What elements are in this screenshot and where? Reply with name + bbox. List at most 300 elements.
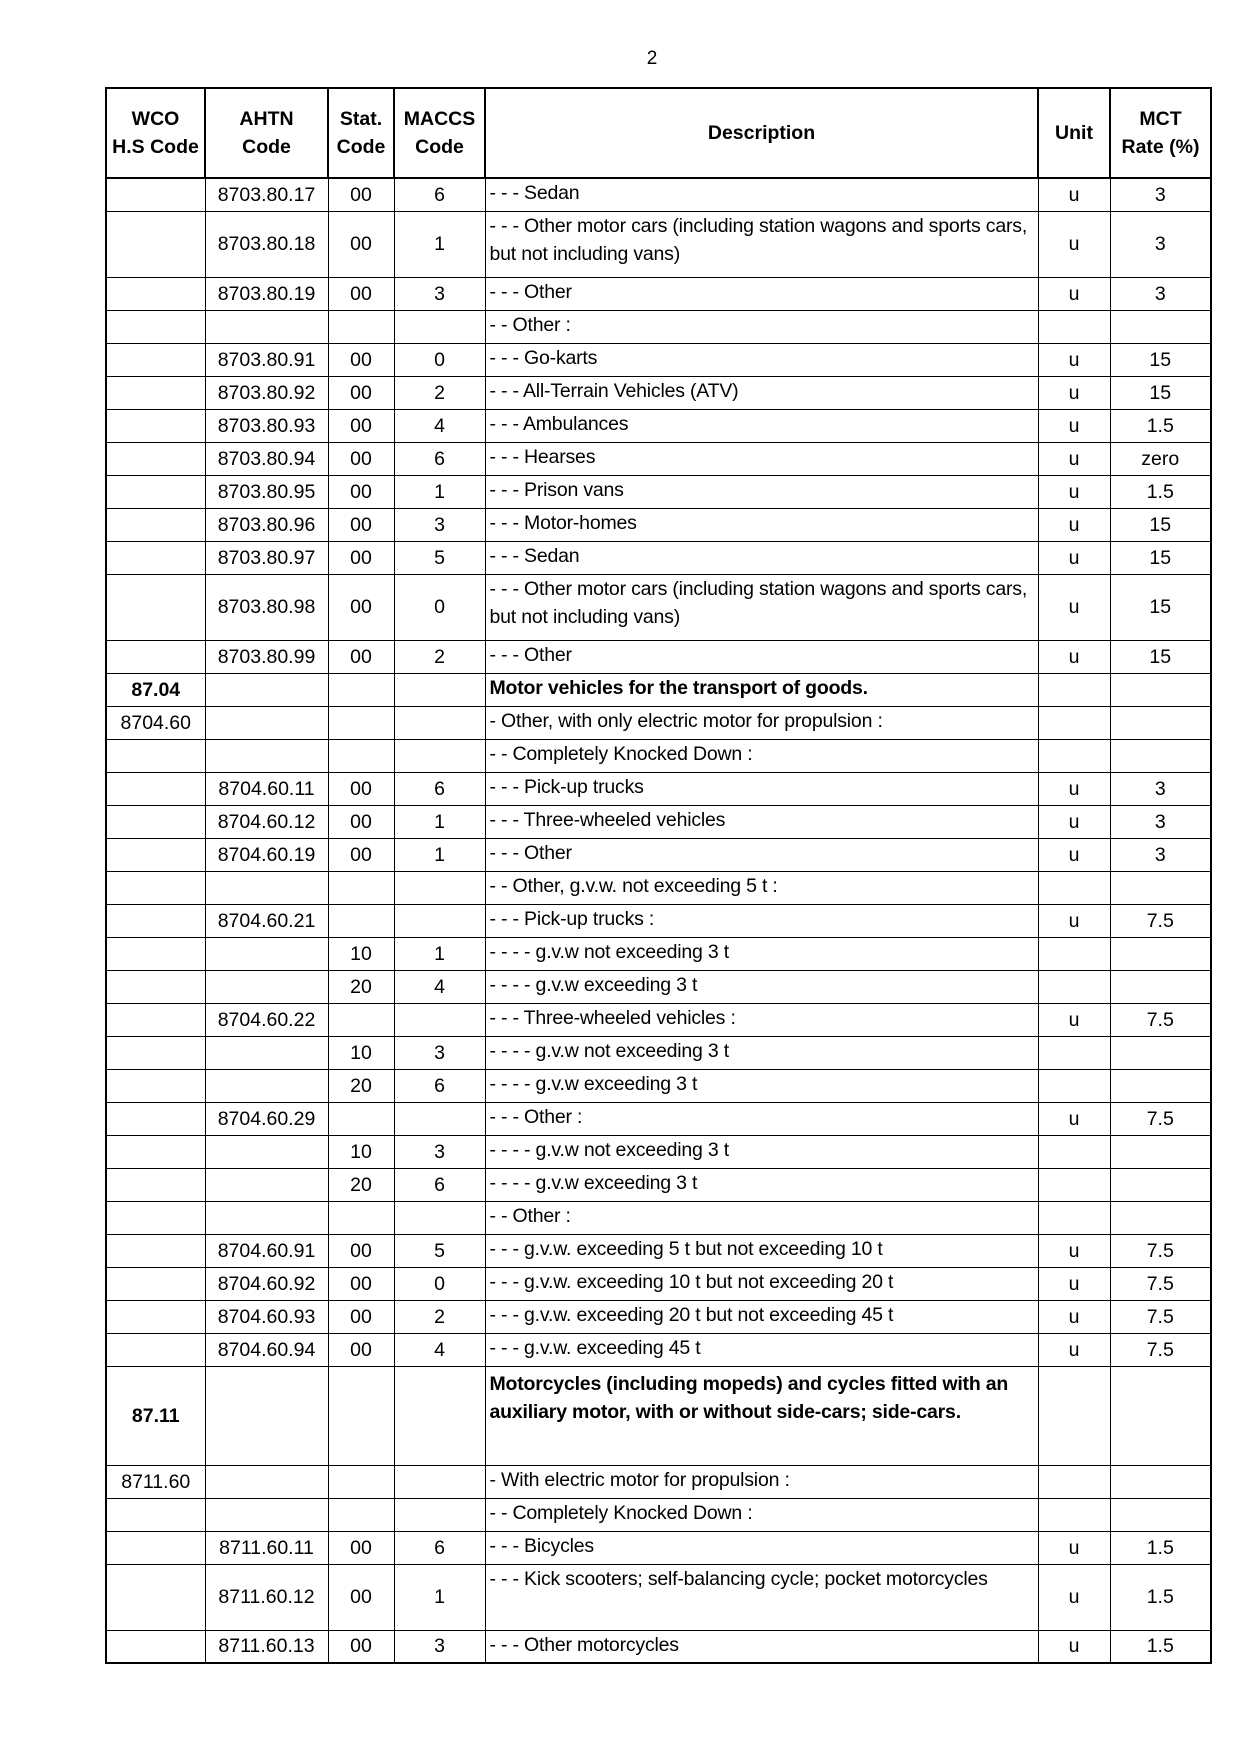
stat-code-cell: 00 [328,508,394,541]
stat-code-cell: 00 [328,442,394,475]
maccs-code-cell: 4 [394,1333,485,1366]
mct-rate-cell: 3 [1110,277,1211,310]
stat-code-cell: 00 [328,1630,394,1663]
ahtn-code-cell [205,1036,328,1069]
table-row [106,277,1211,310]
unit-cell: u [1038,277,1110,310]
ahtn-code-cell: 8704.60.91 [205,1234,328,1267]
unit-cell [1038,1498,1110,1531]
maccs-code-cell [394,310,485,343]
description-cell: - - - - g.v.w exceeding 3 t [485,1069,1038,1102]
description-cell: - - - Bicycles [485,1531,1038,1564]
description-cell: - - - Other motor cars (including station wagons and sports cars, but not including vans) [485,211,1038,277]
ahtn-code-cell [205,1069,328,1102]
header-stat-code: Stat. Code [328,88,394,178]
stat-code-cell: 20 [328,1069,394,1102]
wco-hs-code-cell [106,277,205,310]
description-cell: - - - g.v.w. exceeding 45 t [485,1333,1038,1366]
wco-hs-code-cell [106,1069,205,1102]
stat-code-cell [328,1102,394,1135]
header-description: Description [485,88,1038,178]
wco-hs-code-cell [106,1531,205,1564]
maccs-code-cell: 6 [394,772,485,805]
description-cell: - - - Three-wheeled vehicles [485,805,1038,838]
ahtn-code-cell: 8704.60.93 [205,1300,328,1333]
maccs-code-cell [394,1465,485,1498]
description-cell: - - - Other motorcycles [485,1630,1038,1663]
description-cell: - - - Ambulances [485,409,1038,442]
description-cell: - - - Three-wheeled vehicles : [485,1003,1038,1036]
wco-hs-code-cell [106,1300,205,1333]
maccs-code-cell: 0 [394,574,485,640]
wco-hs-code-cell [106,1498,205,1531]
unit-cell: u [1038,805,1110,838]
tariff-table [105,87,1212,1664]
stat-code-cell: 00 [328,376,394,409]
mct-rate-cell: 1.5 [1110,1564,1211,1630]
mct-rate-cell: 15 [1110,541,1211,574]
ahtn-code-cell [205,1135,328,1168]
stat-code-cell: 00 [328,574,394,640]
mct-rate-cell: 7.5 [1110,1102,1211,1135]
unit-cell: u [1038,1003,1110,1036]
table-row [106,1630,1211,1663]
mct-rate-cell [1110,1465,1211,1498]
table-row [106,937,1211,970]
wco-hs-code-cell [106,1234,205,1267]
table-row [106,1465,1211,1498]
mct-rate-cell: 3 [1110,805,1211,838]
wco-hs-code-cell: 87.04 [106,673,205,706]
unit-cell: u [1038,772,1110,805]
ahtn-code-cell [205,1366,328,1465]
description-cell: - - - g.v.w. exceeding 5 t but not exceeding 10 t [485,1234,1038,1267]
stat-code-cell: 00 [328,211,394,277]
table-row [106,475,1211,508]
unit-cell: u [1038,343,1110,376]
unit-cell: u [1038,1564,1110,1630]
mct-rate-cell: 7.5 [1110,1267,1211,1300]
ahtn-code-cell [205,706,328,739]
ahtn-code-cell: 8703.80.99 [205,640,328,673]
wco-hs-code-cell [106,178,205,211]
mct-rate-cell [1110,310,1211,343]
mct-rate-cell [1110,1366,1211,1465]
unit-cell: u [1038,838,1110,871]
mct-rate-cell: 3 [1110,772,1211,805]
table-row [106,1498,1211,1531]
mct-rate-cell [1110,1036,1211,1069]
description-cell: - - - - g.v.w not exceeding 3 t [485,937,1038,970]
ahtn-code-cell: 8703.80.96 [205,508,328,541]
stat-code-cell [328,1366,394,1465]
description-cell: - - - All-Terrain Vehicles (ATV) [485,376,1038,409]
mct-rate-cell [1110,1498,1211,1531]
mct-rate-cell: 3 [1110,178,1211,211]
unit-cell [1038,871,1110,904]
table-row [106,1135,1211,1168]
heading-row [106,1366,1211,1465]
table-row [106,805,1211,838]
maccs-code-cell [394,1366,485,1465]
maccs-code-cell [394,1003,485,1036]
maccs-code-cell: 0 [394,343,485,376]
ahtn-code-cell: 8703.80.19 [205,277,328,310]
unit-cell: u [1038,1267,1110,1300]
maccs-code-cell: 6 [394,1168,485,1201]
unit-cell: u [1038,508,1110,541]
table-row [106,541,1211,574]
description-cell: - - - Pick-up trucks [485,772,1038,805]
wco-hs-code-cell: 8711.60 [106,1465,205,1498]
header-mct-rate: MCT Rate (%) [1110,88,1211,178]
mct-rate-cell [1110,871,1211,904]
stat-code-cell [328,1003,394,1036]
maccs-code-cell [394,739,485,772]
wco-hs-code-cell [106,640,205,673]
description-cell: - - - - g.v.w not exceeding 3 t [485,1036,1038,1069]
wco-hs-code-cell [106,805,205,838]
unit-cell [1038,1036,1110,1069]
ahtn-code-cell [205,739,328,772]
stat-code-cell [328,1201,394,1234]
mct-rate-cell: 7.5 [1110,904,1211,937]
ahtn-code-cell: 8704.60.12 [205,805,328,838]
ahtn-code-cell: 8703.80.93 [205,409,328,442]
wco-hs-code-cell [106,772,205,805]
wco-hs-code-cell [106,1630,205,1663]
maccs-code-cell [394,706,485,739]
wco-hs-code-cell [106,508,205,541]
description-cell: - - Completely Knocked Down : [485,1498,1038,1531]
stat-code-cell: 10 [328,937,394,970]
ahtn-code-cell: 8704.60.22 [205,1003,328,1036]
stat-code-cell: 00 [328,1564,394,1630]
maccs-code-cell: 4 [394,409,485,442]
description-cell: - With electric motor for propulsion : [485,1465,1038,1498]
maccs-code-cell: 0 [394,1267,485,1300]
maccs-code-cell: 4 [394,970,485,1003]
stat-code-cell: 00 [328,343,394,376]
ahtn-code-cell: 8703.80.95 [205,475,328,508]
unit-cell: u [1038,475,1110,508]
unit-cell [1038,970,1110,1003]
maccs-code-cell: 3 [394,277,485,310]
wco-hs-code-cell [106,871,205,904]
description-cell: - - - g.v.w. exceeding 10 t but not exceeding 20 t [485,1267,1038,1300]
stat-code-cell [328,1465,394,1498]
maccs-code-cell: 1 [394,475,485,508]
maccs-code-cell: 5 [394,1234,485,1267]
ahtn-code-cell: 8703.80.97 [205,541,328,574]
stat-code-cell: 20 [328,1168,394,1201]
wco-hs-code-cell [106,475,205,508]
unit-cell: u [1038,178,1110,211]
mct-rate-cell [1110,1135,1211,1168]
ahtn-code-cell [205,1465,328,1498]
wco-hs-code-cell [106,739,205,772]
header-unit: Unit [1038,88,1110,178]
maccs-code-cell [394,1102,485,1135]
table-row [106,376,1211,409]
unit-cell [1038,1069,1110,1102]
description-cell: - - - Prison vans [485,475,1038,508]
stat-code-cell: 00 [328,1234,394,1267]
unit-cell [1038,1366,1110,1465]
stat-code-cell [328,871,394,904]
ahtn-code-cell: 8703.80.91 [205,343,328,376]
description-cell: - - Other : [485,1201,1038,1234]
header-wco-hs-code: WCO H.S Code [106,88,205,178]
ahtn-code-cell [205,1498,328,1531]
description-cell: - - - Sedan [485,541,1038,574]
unit-cell: u [1038,211,1110,277]
ahtn-code-cell: 8704.60.19 [205,838,328,871]
wco-hs-code-cell [106,343,205,376]
table-row [106,1069,1211,1102]
maccs-code-cell [394,871,485,904]
wco-hs-code-cell [106,1135,205,1168]
maccs-code-cell [394,1498,485,1531]
ahtn-code-cell: 8704.60.29 [205,1102,328,1135]
stat-code-cell: 20 [328,970,394,1003]
wco-hs-code-cell [106,541,205,574]
mct-rate-cell [1110,1201,1211,1234]
unit-cell [1038,1168,1110,1201]
stat-code-cell [328,673,394,706]
unit-cell [1038,937,1110,970]
maccs-code-cell: 6 [394,1069,485,1102]
maccs-code-cell [394,904,485,937]
wco-hs-code-cell [106,1267,205,1300]
wco-hs-code-cell [106,937,205,970]
table-row [106,739,1211,772]
table-row [106,1036,1211,1069]
unit-cell: u [1038,442,1110,475]
ahtn-code-cell [205,673,328,706]
table-row [106,1531,1211,1564]
unit-cell [1038,1465,1110,1498]
maccs-code-cell: 2 [394,1300,485,1333]
unit-cell [1038,739,1110,772]
unit-cell: u [1038,1333,1110,1366]
ahtn-code-cell: 8711.60.13 [205,1630,328,1663]
wco-hs-code-cell [106,1333,205,1366]
table-row [106,508,1211,541]
description-cell: Motor vehicles for the transport of goods. [485,673,1038,706]
table-row [106,1201,1211,1234]
table-row [106,310,1211,343]
table-row [106,706,1211,739]
stat-code-cell: 00 [328,805,394,838]
wco-hs-code-cell [106,904,205,937]
description-cell: Motorcycles (including mopeds) and cycles fitted with an auxiliary motor, with or without side-cars; side-cars. [485,1366,1038,1465]
ahtn-code-cell: 8703.80.98 [205,574,328,640]
wco-hs-code-cell [106,1201,205,1234]
ahtn-code-cell [205,310,328,343]
wco-hs-code-cell: 87.11 [106,1366,205,1465]
description-cell: - - - Hearses [485,442,1038,475]
table-row [106,838,1211,871]
wco-hs-code-cell [106,376,205,409]
stat-code-cell: 10 [328,1036,394,1069]
table-row [106,442,1211,475]
unit-cell [1038,1201,1110,1234]
unit-cell [1038,1135,1110,1168]
table-body [106,178,1211,1663]
table-row [106,970,1211,1003]
stat-code-cell: 00 [328,640,394,673]
description-cell: - - - Other : [485,1102,1038,1135]
stat-code-cell [328,706,394,739]
table-row [106,1300,1211,1333]
header-maccs-code: MACCS Code [394,88,485,178]
maccs-code-cell: 1 [394,838,485,871]
table-row [106,871,1211,904]
ahtn-code-cell [205,937,328,970]
description-cell: - - - Other motor cars (including station wagons and sports cars, but not including vans) [485,574,1038,640]
unit-cell: u [1038,1630,1110,1663]
mct-rate-cell [1110,1168,1211,1201]
table-row [106,211,1211,277]
unit-cell: u [1038,541,1110,574]
wco-hs-code-cell [106,1036,205,1069]
mct-rate-cell: 1.5 [1110,475,1211,508]
ahtn-code-cell [205,871,328,904]
stat-code-cell: 00 [328,1333,394,1366]
wco-hs-code-cell [106,838,205,871]
maccs-code-cell: 6 [394,442,485,475]
unit-cell [1038,673,1110,706]
unit-cell: u [1038,1300,1110,1333]
table-row [106,1333,1211,1366]
wco-hs-code-cell [106,970,205,1003]
stat-code-cell: 00 [328,541,394,574]
maccs-code-cell: 1 [394,1564,485,1630]
table-row [106,1003,1211,1036]
mct-rate-cell: 15 [1110,376,1211,409]
description-cell: - - Completely Knocked Down : [485,739,1038,772]
maccs-code-cell: 1 [394,805,485,838]
maccs-code-cell [394,673,485,706]
table-row [106,772,1211,805]
description-cell: - - - Go-karts [485,343,1038,376]
description-cell: - - Other, g.v.w. not exceeding 5 t : [485,871,1038,904]
table-row [106,343,1211,376]
heading-row [106,673,1211,706]
stat-code-cell: 00 [328,277,394,310]
table-row [106,409,1211,442]
description-cell: - - - Sedan [485,178,1038,211]
stat-code-cell: 00 [328,1531,394,1564]
stat-code-cell [328,739,394,772]
maccs-code-cell: 6 [394,178,485,211]
description-cell: - - - Motor-homes [485,508,1038,541]
maccs-code-cell: 3 [394,1036,485,1069]
table-row [106,1168,1211,1201]
table-row [106,1564,1211,1630]
maccs-code-cell: 2 [394,376,485,409]
unit-cell: u [1038,1531,1110,1564]
unit-cell: u [1038,1102,1110,1135]
stat-code-cell: 00 [328,1300,394,1333]
unit-cell: u [1038,640,1110,673]
ahtn-code-cell: 8704.60.11 [205,772,328,805]
wco-hs-code-cell [106,574,205,640]
unit-cell [1038,706,1110,739]
maccs-code-cell: 1 [394,211,485,277]
unit-cell: u [1038,409,1110,442]
maccs-code-cell: 2 [394,640,485,673]
description-cell: - - - Other [485,838,1038,871]
stat-code-cell [328,904,394,937]
wco-hs-code-cell [106,211,205,277]
maccs-code-cell: 6 [394,1531,485,1564]
stat-code-cell: 10 [328,1135,394,1168]
description-cell: - - - g.v.w. exceeding 20 t but not exceeding 45 t [485,1300,1038,1333]
description-cell: - - - Pick-up trucks : [485,904,1038,937]
stat-code-cell: 00 [328,838,394,871]
table-row [106,904,1211,937]
wco-hs-code-cell [106,310,205,343]
table-row [106,1102,1211,1135]
mct-rate-cell: 15 [1110,343,1211,376]
mct-rate-cell: 7.5 [1110,1003,1211,1036]
description-cell: - - - - g.v.w not exceeding 3 t [485,1135,1038,1168]
description-cell: - - - - g.v.w exceeding 3 t [485,1168,1038,1201]
maccs-code-cell: 3 [394,1630,485,1663]
maccs-code-cell: 3 [394,1135,485,1168]
mct-rate-cell: 15 [1110,508,1211,541]
mct-rate-cell: 15 [1110,640,1211,673]
mct-rate-cell: 1.5 [1110,1630,1211,1663]
ahtn-code-cell: 8711.60.11 [205,1531,328,1564]
mct-rate-cell [1110,970,1211,1003]
unit-cell: u [1038,376,1110,409]
mct-rate-cell: 7.5 [1110,1333,1211,1366]
ahtn-code-cell [205,1168,328,1201]
table-row [106,1267,1211,1300]
stat-code-cell: 00 [328,409,394,442]
unit-cell: u [1038,904,1110,937]
maccs-code-cell [394,1201,485,1234]
table-row [106,640,1211,673]
stat-code-cell [328,310,394,343]
ahtn-code-cell: 8704.60.21 [205,904,328,937]
mct-rate-cell [1110,706,1211,739]
description-cell: - Other, with only electric motor for propulsion : [485,706,1038,739]
stat-code-cell: 00 [328,475,394,508]
description-cell: - - - Other [485,640,1038,673]
mct-rate-cell: zero [1110,442,1211,475]
unit-cell: u [1038,574,1110,640]
wco-hs-code-cell [106,442,205,475]
page-number: 2 [646,48,658,69]
wco-hs-code-cell [106,1564,205,1630]
mct-rate-cell: 3 [1110,211,1211,277]
ahtn-code-cell: 8703.80.94 [205,442,328,475]
stat-code-cell: 00 [328,178,394,211]
wco-hs-code-cell [106,1003,205,1036]
table-row [106,1234,1211,1267]
maccs-code-cell: 3 [394,508,485,541]
table-row [106,574,1211,640]
mct-rate-cell [1110,673,1211,706]
wco-hs-code-cell: 8704.60 [106,706,205,739]
table-row [106,178,1211,211]
stat-code-cell: 00 [328,772,394,805]
description-cell: - - Other : [485,310,1038,343]
